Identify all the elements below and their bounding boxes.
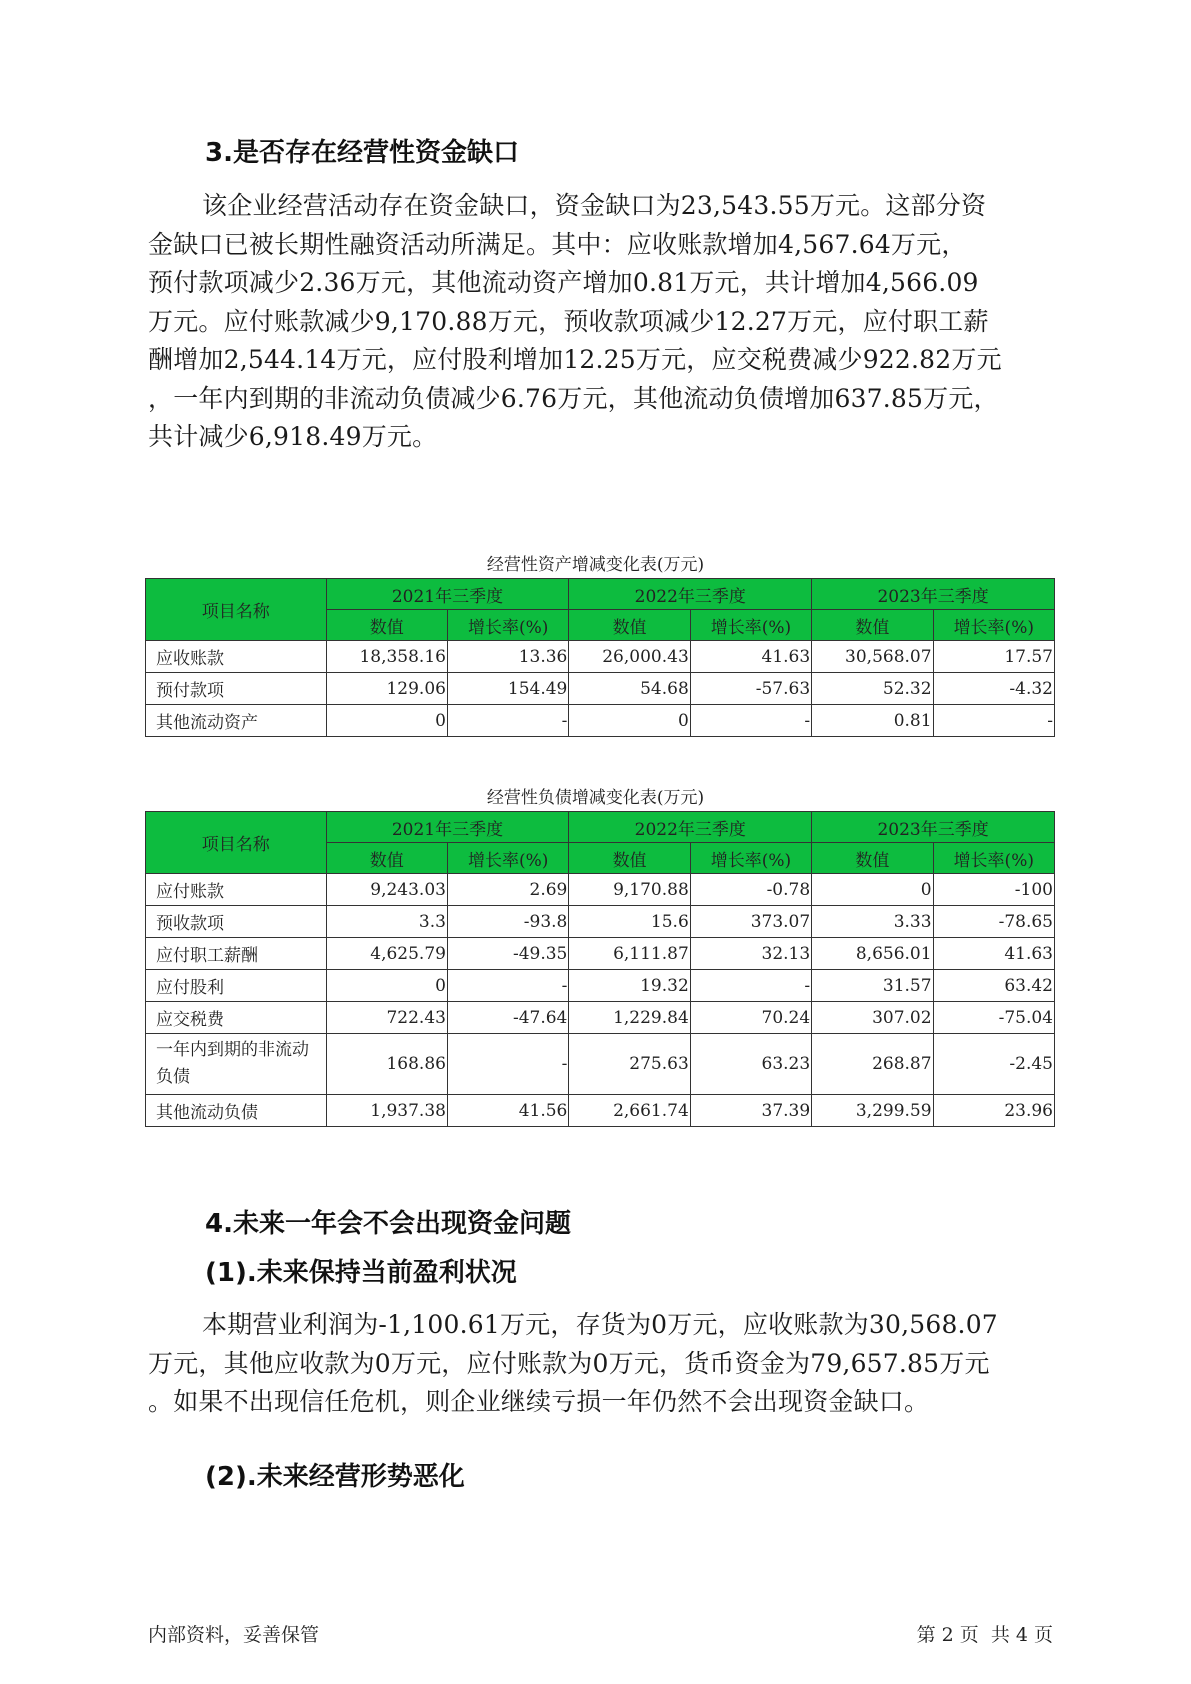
- row-label: 预收款项: [146, 906, 327, 938]
- table-row: [146, 970, 1055, 1002]
- cell-growth: -: [690, 970, 811, 1002]
- cell-growth: 63.23: [690, 1034, 811, 1095]
- cell-value: 0: [569, 705, 690, 737]
- cell-growth: 17.57: [933, 641, 1054, 673]
- paragraph-line: 万元，其他应收款为0万元，应付账款为0万元，货币资金为79,657.85万元: [148, 1348, 990, 1378]
- table-row: [146, 1002, 1055, 1034]
- table-row: [146, 938, 1055, 970]
- cell-value: 0: [326, 705, 447, 737]
- cell-value: 8,656.01: [812, 938, 933, 970]
- cell-growth: -: [933, 705, 1054, 737]
- row-label: 其他流动资产: [146, 705, 327, 737]
- cell-value: 18,358.16: [326, 641, 447, 673]
- cell-value: 1,229.84: [569, 1002, 690, 1034]
- cell-growth: 70.24: [690, 1002, 811, 1034]
- section-4-subheading-1: (1).未来保持当前盈利状况: [205, 1258, 517, 1288]
- header-value: 数值: [812, 610, 933, 641]
- cell-value: 30,568.07: [812, 641, 933, 673]
- header-period: 2021年三季度: [326, 812, 569, 843]
- section-4-subheading-2: (2).未来经营形势恶化: [205, 1462, 465, 1492]
- cell-growth: 41.56: [447, 1095, 568, 1127]
- cell-growth: -78.65: [933, 906, 1054, 938]
- cell-value: 15.6: [569, 906, 690, 938]
- table-row: [146, 874, 1055, 906]
- cell-value: 0: [812, 874, 933, 906]
- cell-growth: 63.42: [933, 970, 1054, 1002]
- section-4-heading: 4.未来一年会不会出现资金问题: [205, 1209, 571, 1239]
- cell-value: 31.57: [812, 970, 933, 1002]
- table-row: [146, 705, 1055, 737]
- cell-value: 26,000.43: [569, 641, 690, 673]
- row-label: 应收账款: [146, 641, 327, 673]
- cell-growth: 41.63: [690, 641, 811, 673]
- operating-assets-table: [145, 578, 1055, 737]
- paragraph-line: 万元。应付账款减少9,170.88万元，预收款项减少12.27万元，应付职工薪: [148, 306, 989, 336]
- footer-page-number: 第 2 页 共 4 页: [916, 1624, 1053, 1646]
- table-row: [146, 1095, 1055, 1127]
- cell-growth: 2.69: [447, 874, 568, 906]
- table-row: [146, 1034, 1055, 1095]
- cell-growth: 23.96: [933, 1095, 1054, 1127]
- cell-value: 3,299.59: [812, 1095, 933, 1127]
- cell-value: 2,661.74: [569, 1095, 690, 1127]
- row-label: 应交税费: [146, 1002, 327, 1034]
- header-growth-rate: 增长率(%): [933, 610, 1054, 641]
- cell-growth: 373.07: [690, 906, 811, 938]
- row-label: 应付职工薪酬: [146, 938, 327, 970]
- cell-value: 6,111.87: [569, 938, 690, 970]
- paragraph-line: 。如果不出现信任危机，则企业继续亏损一年仍然不会出现资金缺口。: [148, 1387, 930, 1416]
- cell-growth: -100: [933, 874, 1054, 906]
- cell-growth: 154.49: [447, 673, 568, 705]
- header-item-name: 项目名称: [146, 579, 327, 641]
- header-value: 数值: [569, 843, 690, 874]
- header-period: 2022年三季度: [569, 812, 812, 843]
- row-label: 应付账款: [146, 874, 327, 906]
- cell-value: 52.32: [812, 673, 933, 705]
- paragraph-line: 共计减少6,918.49万元。: [148, 422, 438, 451]
- cell-growth: 37.39: [690, 1095, 811, 1127]
- header-item-name: 项目名称: [146, 812, 327, 874]
- cell-value: 268.87: [812, 1034, 933, 1095]
- row-label: 其他流动负债: [146, 1095, 327, 1127]
- cell-value: 54.68: [569, 673, 690, 705]
- paragraph-line: 该企业经营活动存在资金缺口，资金缺口为23,543.55万元。这部分资: [202, 191, 987, 220]
- row-label: 预付款项: [146, 673, 327, 705]
- header-growth-rate: 增长率(%): [690, 610, 811, 641]
- cell-value: 19.32: [569, 970, 690, 1002]
- header-value: 数值: [812, 843, 933, 874]
- cell-growth: 13.36: [447, 641, 568, 673]
- cell-value: 722.43: [326, 1002, 447, 1034]
- cell-growth: 32.13: [690, 938, 811, 970]
- table-row: [146, 906, 1055, 938]
- section-3-paragraph: [148, 187, 1058, 457]
- cell-growth: -4.32: [933, 673, 1054, 705]
- header-growth-rate: 增长率(%): [933, 843, 1054, 874]
- header-growth-rate: 增长率(%): [690, 843, 811, 874]
- row-label: 一年内到期的非流动负债: [146, 1034, 327, 1095]
- footer-confidential-note: 内部资料，妥善保管: [148, 1624, 320, 1646]
- section-4-paragraph: [148, 1306, 1058, 1422]
- cell-value: 0.81: [812, 705, 933, 737]
- table-row: [146, 673, 1055, 705]
- cell-value: 307.02: [812, 1002, 933, 1034]
- header-value: 数值: [569, 610, 690, 641]
- header-period: 2023年三季度: [812, 579, 1055, 610]
- paragraph-line: 预付款项减少2.36万元，其他流动资产增加0.81万元，共计增加4,566.09: [148, 268, 979, 297]
- cell-growth: -49.35: [447, 938, 568, 970]
- cell-value: 3.3: [326, 906, 447, 938]
- table-row: [146, 641, 1055, 673]
- cell-value: 4,625.79: [326, 938, 447, 970]
- cell-growth: -93.8: [447, 906, 568, 938]
- paragraph-line: 本期营业利润为-1,100.61万元，存货为0万元，应收账款为30,568.07: [202, 1310, 998, 1339]
- cell-value: 3.33: [812, 906, 933, 938]
- cell-value: 275.63: [569, 1034, 690, 1095]
- cell-value: 1,937.38: [326, 1095, 447, 1127]
- paragraph-line: 酬增加2,544.14万元，应付股利增加12.25万元，应交税费减少922.82万元: [148, 345, 1002, 374]
- row-label: 应付股利: [146, 970, 327, 1002]
- cell-growth: -0.78: [690, 874, 811, 906]
- cell-growth: -47.64: [447, 1002, 568, 1034]
- header-period: 2023年三季度: [812, 812, 1055, 843]
- cell-growth: -75.04: [933, 1002, 1054, 1034]
- cell-growth: 41.63: [933, 938, 1054, 970]
- cell-growth: -57.63: [690, 673, 811, 705]
- cell-value: 168.86: [326, 1034, 447, 1095]
- paragraph-line: ，一年内到期的非流动负债减少6.76万元，其他流动负债增加637.85万元，: [148, 383, 999, 413]
- cell-value: 9,170.88: [569, 874, 690, 906]
- cell-growth: -2.45: [933, 1034, 1054, 1095]
- cell-value: 0: [326, 970, 447, 1002]
- header-value: 数值: [326, 843, 447, 874]
- cell-growth: -: [447, 705, 568, 737]
- operating-liabilities-table: [145, 811, 1055, 1127]
- liabilities-table-caption: 经营性负债增减变化表(万元): [486, 788, 705, 808]
- header-growth-rate: 增长率(%): [447, 843, 568, 874]
- section-3-heading: 3.是否存在经营性资金缺口: [205, 138, 519, 168]
- cell-growth: -: [690, 705, 811, 737]
- cell-value: 9,243.03: [326, 874, 447, 906]
- assets-table-caption: 经营性资产增减变化表(万元): [486, 555, 705, 575]
- paragraph-line: 金缺口已被长期性融资活动所满足。其中：应收账款增加4,567.64万元，: [148, 229, 967, 259]
- header-period: 2022年三季度: [569, 579, 812, 610]
- header-growth-rate: 增长率(%): [447, 610, 568, 641]
- header-value: 数值: [326, 610, 447, 641]
- header-period: 2021年三季度: [326, 579, 569, 610]
- cell-growth: -: [447, 970, 568, 1002]
- cell-growth: -: [447, 1034, 568, 1095]
- cell-value: 129.06: [326, 673, 447, 705]
